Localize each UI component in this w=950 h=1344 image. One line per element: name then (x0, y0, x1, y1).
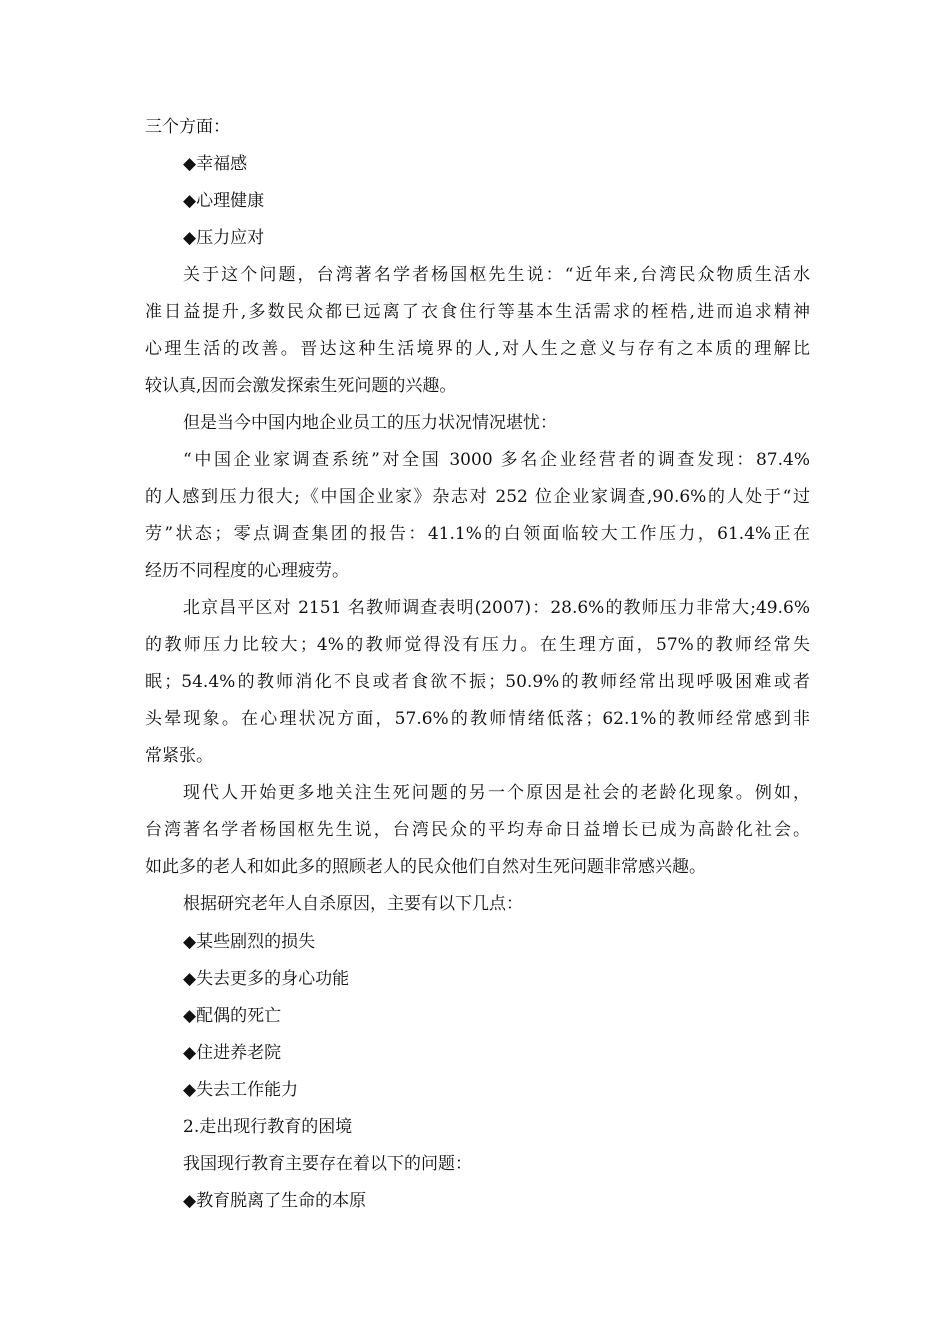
paragraph-line: 常紧张。 (145, 746, 213, 766)
bullet-item: ◆压力应对 (183, 228, 265, 248)
paragraph-line: 经历不同程度的心理疲劳。 (145, 561, 349, 581)
bullet-item: ◆失去工作能力 (183, 1080, 299, 1100)
paragraph-line: 现代人开始更多地关注生死问题的另一个原因是社会的老龄化现象。例如， (183, 783, 810, 803)
bullet-item: ◆失去更多的身心功能 (183, 969, 350, 989)
bullet-item: ◆住进养老院 (183, 1043, 282, 1063)
paragraph-line: 根据研究老年人自杀原因，主要有以下几点： (183, 894, 523, 914)
paragraph-line: 但是当今中国内地企业员工的压力状况情况堪忧： (183, 413, 557, 433)
paragraph-line: 准日益提升,多数民众都已远离了衣食住行等基本生活需求的桎梏,进而追求精神 (145, 302, 810, 322)
text-line: 三个方面： (145, 117, 230, 137)
bullet-item: ◆心理健康 (183, 191, 265, 211)
bullet-item: ◆幸福感 (183, 154, 248, 174)
paragraph-line: “中国企业家调查系统”对全国 3000 多名企业经营者的调查发现：87.4% (183, 450, 810, 470)
paragraph-line: 的教师压力比较大；4%的教师觉得没有压力。在生理方面，57%的教师经常失 (145, 635, 810, 655)
bullet-item: ◆配偶的死亡 (183, 1006, 282, 1026)
paragraph-line: 的人感到压力很大;《中国企业家》杂志对 252 位企业家调查,90.6%的人处于“过 (145, 487, 810, 507)
paragraph-line: 较认真,因而会激发探索生死问题的兴趣。 (145, 376, 457, 396)
section-heading: 2.走出现行教育的困境 (183, 1117, 353, 1137)
paragraph-line: 台湾著名学者杨国枢先生说，台湾民众的平均寿命日益增长已成为高龄化社会。 (145, 820, 810, 840)
bullet-item: ◆某些剧烈的损失 (183, 932, 316, 952)
paragraph-line: 关于这个问题，台湾著名学者杨国枢先生说：“近年来,台湾民众物质生活水 (183, 265, 810, 285)
paragraph-line: 北京昌平区对 2151 名教师调查表明(2007)：28.6%的教师压力非常大;49.6% (183, 598, 810, 618)
paragraph-line: 劳”状态；零点调查集团的报告：41.1%的白领面临较大工作压力，61.4%正在 (145, 524, 810, 544)
paragraph-line: 我国现行教育主要存在着以下的问题： (183, 1154, 472, 1174)
paragraph-line: 如此多的老人和如此多的照顾老人的民众他们自然对生死问题非常感兴趣。 (145, 857, 706, 877)
paragraph-line: 眠；54.4%的教师消化不良或者食欲不振；50.9%的教师经常出现呼吸困难或者 (145, 672, 810, 692)
bullet-item: ◆教育脱离了生命的本原 (183, 1191, 367, 1211)
paragraph-line: 心理生活的改善。晋达这种生活境界的人,对人生之意义与存有之本质的理解比 (145, 339, 810, 359)
paragraph-line: 头晕现象。在心理状况方面，57.6%的教师情绪低落；62.1%的教师经常感到非 (145, 709, 810, 729)
